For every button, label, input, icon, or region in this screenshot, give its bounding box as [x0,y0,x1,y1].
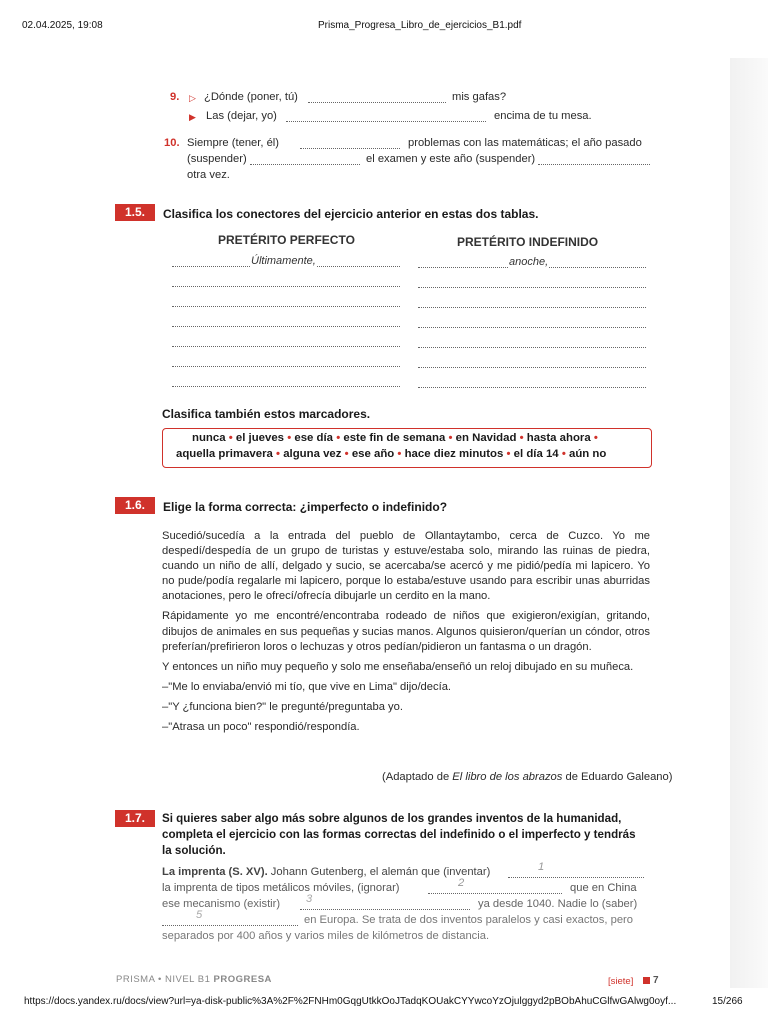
table-row-blank [418,287,646,288]
exercise-10-number: 10. [164,137,180,149]
ex16-dialogue-1: –"Me lo enviaba/envió mi tío, que vive en Lima" dijo/decía. [162,680,452,693]
table-row-blank [418,307,646,308]
exercise-1-7-badge: 1.7. [115,810,155,827]
answer-blank [300,148,400,149]
ex17-line-2b: que en China [570,882,637,894]
print-page-count: 15/266 [712,996,743,1007]
ex10-line3: otra vez. [187,169,230,181]
print-url: https://docs.yandex.ru/docs/view?url=ya-disk-public%3A%2F%2FNHm0GqgUtkkOoJTadqKOUakCYYwcoYzOjulggyd2pBObAhuCGlfwGAlwg0oyf... [24,996,677,1007]
ex17-line-3b: ya desde 1040. Nadie lo (saber) [478,898,638,910]
ex16-paragraph-1: Sucedió/sucedía a la entrada del pueblo de Ollantaytambo, cerca de Cuzco. Yo me despedí/despedía de un grupo de turistas y estuve/estaba solo, mirando las ruinas de piedra, cuando un niño de allí, delgado y sucio, se acercaba/se acercó y me pidió/pedía mi lapicero. Yo no pude/podía regalarle mi lapicero, porque lo estaba/estuve usando para escribir unas aburridas anotaciones, pero le ofrecí/ofrecía dibujarle un cerdito en la mano. [162,530,650,603]
table-row-blank [172,306,400,307]
pencil-mark: 3 [306,893,313,905]
answer-blank [300,909,470,910]
table-row-blank [418,327,646,328]
ex17-line-5: separados por 400 años y varios miles de kilómetros de distancia. [162,930,490,942]
print-datetime: 02.04.2025, 19:08 [22,20,103,31]
markers-subtitle: Clasifica también estos marcadores. [162,407,371,421]
example-word-perfecto: Últimamente, [251,255,316,267]
table-row-blank [172,386,400,387]
table-row-blank [418,387,646,388]
answer-blank [286,121,486,122]
ex10-line1b: problemas con las matemáticas; el año pasado [408,137,642,149]
ex17-title-line-2: completa el ejercicio con las formas correctas del indefinido o el imperfecto y tendrás [162,828,636,841]
table-row-blank [418,347,646,348]
answer-blank [508,877,644,878]
ex10-line1a: Siempre (tener, él) [187,137,280,149]
ex17-line-3a: ese mecanismo (existir) [162,898,281,910]
ex9-question: ¿Dónde (poner, tú) [204,91,298,103]
pencil-mark: 2 [458,877,465,889]
pencil-mark: 5 [196,909,203,921]
page-number-word: [siete] [608,976,634,987]
table-row-blank [172,346,400,347]
book-footer-label: PRISMA • NIVEL B1 PROGRESA [116,974,272,985]
page-scroll-edge [730,58,768,988]
exercise-1-5-badge: 1.5. [115,204,155,221]
answer-blank [250,164,360,165]
answer-blank [538,164,650,165]
example-word-indefinido: anoche, [509,256,549,268]
ex17-line-2a: la imprenta de tipos metálicos móviles, (ignorar) [162,882,400,894]
triangle-outline-icon: ▷ [189,93,196,103]
ex17-line-1: La imprenta (S. XV). Johann Gutenberg, el alemán que (inventar) [162,866,491,878]
triangle-filled-icon: ▶ [189,112,196,122]
ex9-answer: Las (dejar, yo) [206,110,277,122]
ex16-source: (Adaptado de El libro de los abrazos de Eduardo Galeano) [382,771,673,783]
markers-line-2: aquella primavera • alguna vez • ese año • hace diez minutos • el día 14 • aún no [176,448,607,460]
ex10-line2a: (suspender) [187,153,247,165]
exercise-9-number: 9. [170,91,180,103]
ex10-line2b: el examen y este año (suspender) [366,153,536,165]
ex9-answer-end: encima de tu mesa. [494,110,592,122]
print-doc-title: Prisma_Progresa_Libro_de_ejercicios_B1.pdf [318,20,522,31]
ex16-paragraph-3: Y entonces un niño muy pequeño y solo me enseñaba/enseñó un reloj dibujado en su muñeca. [162,660,634,673]
ex17-title-line-3: la solución. [162,844,226,857]
ex9-question-end: mis gafas? [452,91,507,103]
table-row-blank [418,367,646,368]
ex17-title-line-1: Si quieres saber algo más sobre algunos de los grandes inventos de la humanidad, [162,812,622,825]
ex16-paragraph-2: Rápidamente yo me encontré/encontraba rodeado de niños que exigieron/exigían, gritando, dibujos de animales en sus pequeñas y sucias manos. Algunos quisieron/querían un cóndor, otros preferían/prefirieron loros o lechuzas y otros pedían/pidieron un fantasma o un dragón. [162,610,650,653]
ex16-dialogue-3: –"Atrasa un poco" respondió/respondía. [162,721,360,734]
answer-blank [428,893,562,894]
answer-blank [308,102,446,103]
ex16-dialogue-2: –"Y ¿funciona bien?" le pregunté/preguntaba yo. [162,700,403,713]
column-pretérito-perfecto: PRETÉRITO PERFECTO [218,233,355,247]
red-square-icon [643,977,650,984]
markers-line-1: nunca • el jueves • ese día • este fin de semana • en Navidad • hasta ahora • [192,432,598,444]
pencil-mark: 1 [538,861,545,873]
exercise-1-6-badge: 1.6. [115,497,155,514]
ex17-line-4: en Europa. Se trata de dos inventos paralelos y casi exactos, pero [304,914,633,926]
page-number: 7 [640,973,659,988]
table-row-blank [172,286,400,287]
exercise-1-5-title: Clasifica los conectores del ejercicio anterior en estas dos tablas. [163,207,539,221]
exercise-1-6-title: Elige la forma correcta: ¿imperfecto o indefinido? [163,500,448,514]
ex16-text [162,529,650,740]
table-row-blank [172,326,400,327]
answer-blank [162,925,298,926]
table-row-blank [172,366,400,367]
column-pretérito-indefinido: PRETÉRITO INDEFINIDO [457,235,599,249]
